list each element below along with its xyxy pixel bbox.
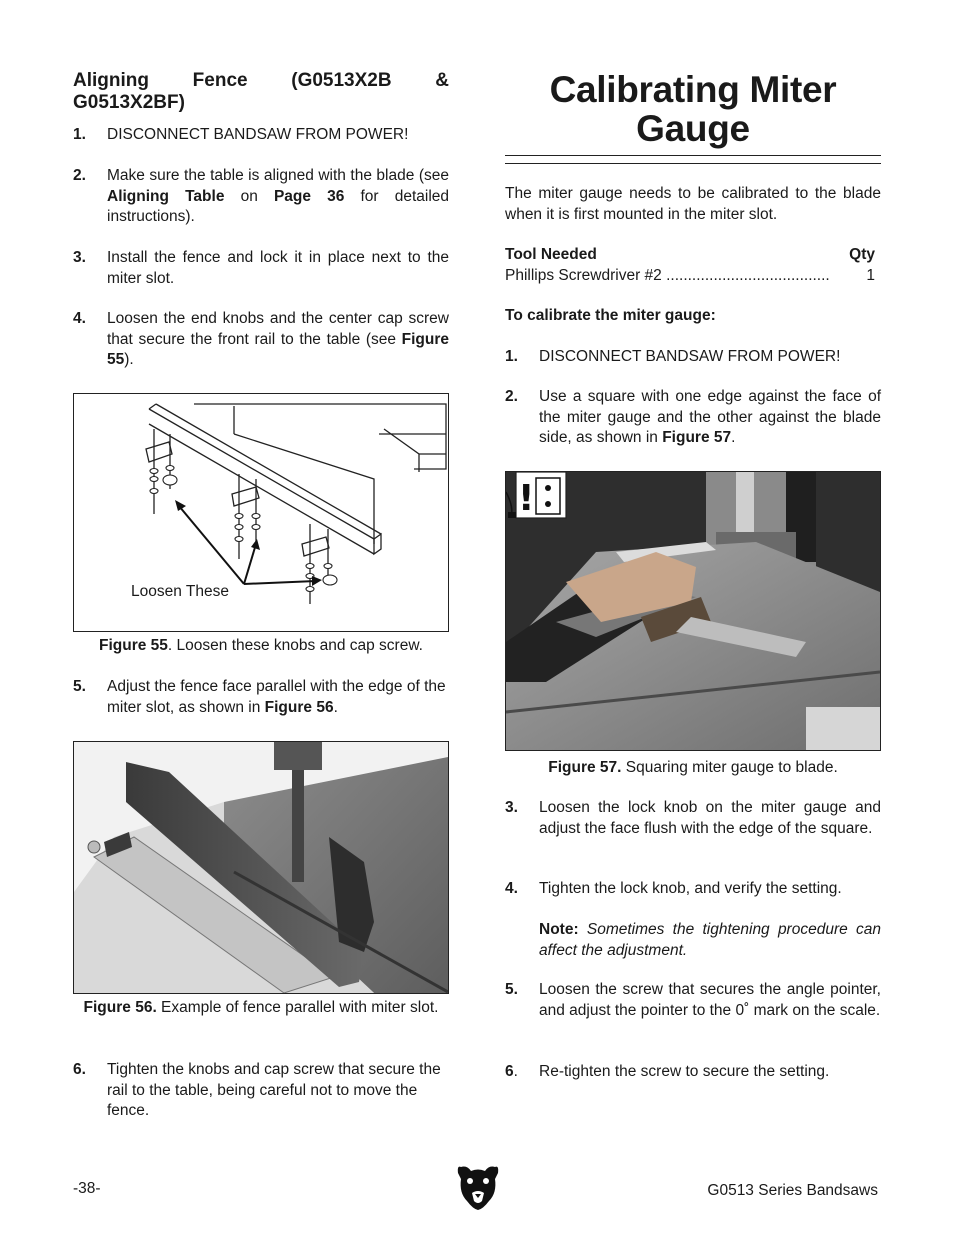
step-number: 4. [505, 880, 518, 897]
figure-57-image [505, 471, 881, 751]
step-number: 3. [73, 249, 86, 266]
left-step-5 [73, 677, 449, 719]
right-step-5 [505, 980, 881, 1042]
figure-56-image [73, 741, 449, 994]
title-rule-top [505, 155, 881, 156]
qty-header: Qty [849, 246, 875, 263]
figure-57-caption: Figure 57. Squaring miter gauge to blade. [548, 759, 838, 776]
step-text: DISCONNECT BANDSAW FROM POWER! [539, 348, 841, 365]
step-number: 5. [73, 678, 86, 695]
miter-gauge-photo [506, 472, 880, 750]
step-text: Tighten the lock knob, and verify the setting. [539, 880, 842, 897]
step-number: 5. [505, 981, 518, 998]
fence-photo [74, 742, 448, 993]
tools-header-row [505, 245, 881, 266]
right-step-4 [505, 879, 881, 900]
step-text: Loosen the end knobs and the center cap screw that secure the front rail to the table (see Figure 55). [107, 310, 449, 368]
step-number: 6. [73, 1061, 86, 1078]
left-step-2 [73, 166, 449, 228]
left-step-4 [73, 309, 449, 371]
step-number: 1. [505, 348, 518, 365]
figure-55-image [73, 393, 449, 632]
callout-label: Loosen These [131, 583, 229, 600]
step-text: Loosen the screw that secures the angle pointer, and adjust the pointer to the 0˚ mark on the scale. [539, 981, 881, 1019]
figure-55-caption: Figure 55. Loosen these knobs and cap screw. [99, 637, 423, 654]
title-rule-bottom [505, 163, 881, 164]
page-title [505, 70, 881, 148]
step-number: 6. [505, 1063, 518, 1080]
right-step-3 [505, 798, 881, 860]
step-number: 2. [73, 167, 86, 184]
tools-table [505, 245, 881, 286]
title-line-2: Gauge [636, 108, 750, 149]
step-text: Adjust the fence face parallel with the edge of the miter slot, as shown in Figure 56. [107, 678, 446, 716]
step-number: 1. [73, 126, 86, 143]
procedure-heading: To calibrate the miter gauge: [505, 307, 716, 324]
grizzly-bear-logo [455, 1163, 501, 1211]
heading-line-1: Aligning Fence (G0513X2B & [73, 70, 449, 91]
step-text: Re-tighten the screw to secure the setting. [539, 1063, 830, 1080]
right-step-2 [505, 387, 881, 449]
left-step-3 [73, 248, 449, 290]
figure-56-caption: Figure 56. Example of fence parallel with miter slot. [83, 999, 439, 1016]
step-number: 3. [505, 799, 518, 816]
step-text: Loosen the lock knob on the miter gauge and adjust the face flush with the edge of the square. [539, 799, 881, 837]
page-number: -38- [73, 1180, 101, 1197]
tool-name: Phillips Screwdriver #2 [505, 266, 662, 284]
title-line-1: Calibrating Miter [549, 69, 837, 110]
bear-head-icon [455, 1163, 501, 1211]
document-title: G0513 Series Bandsaws [707, 1182, 878, 1199]
tools-item-row [505, 266, 881, 287]
svg-text:!: ! [518, 478, 535, 519]
left-step-1 [73, 125, 449, 146]
note-label: Note: [539, 921, 579, 938]
right-step-1 [505, 347, 881, 368]
note [539, 920, 881, 961]
right-step-6 [505, 1062, 881, 1083]
step-text: DISCONNECT BANDSAW FROM POWER! [107, 126, 409, 143]
dot-leader: ...................................... [661, 266, 830, 284]
step-number: 2. [505, 388, 518, 405]
intro-paragraph: The miter gauge needs to be calibrated to the blade when it is first mounted in the miter slot. [505, 185, 881, 223]
heading-line-2: G0513X2BF) [73, 92, 185, 113]
step-text: Install the fence and lock it in place next to the miter slot. [107, 249, 449, 287]
left-step-6 [73, 1060, 449, 1122]
section-heading-aligning-fence [73, 70, 449, 114]
step-text: Use a square with one edge against the face of the miter gauge and the other against the blade side, as shown in Figure 57. [539, 388, 881, 446]
tools-header: Tool Needed [505, 246, 597, 263]
step-number: 4. [73, 310, 86, 327]
tool-qty: 1 [862, 266, 875, 287]
note-text: Sometimes the tightening procedure can affect the adjustment. [539, 921, 881, 959]
step-text: Tighten the knobs and cap screw that secure the rail to the table, being careful not to move the fence. [107, 1061, 441, 1119]
step-text: Make sure the table is aligned with the blade (see Aligning Table on Page 36 for detailed instructions). [107, 167, 450, 225]
